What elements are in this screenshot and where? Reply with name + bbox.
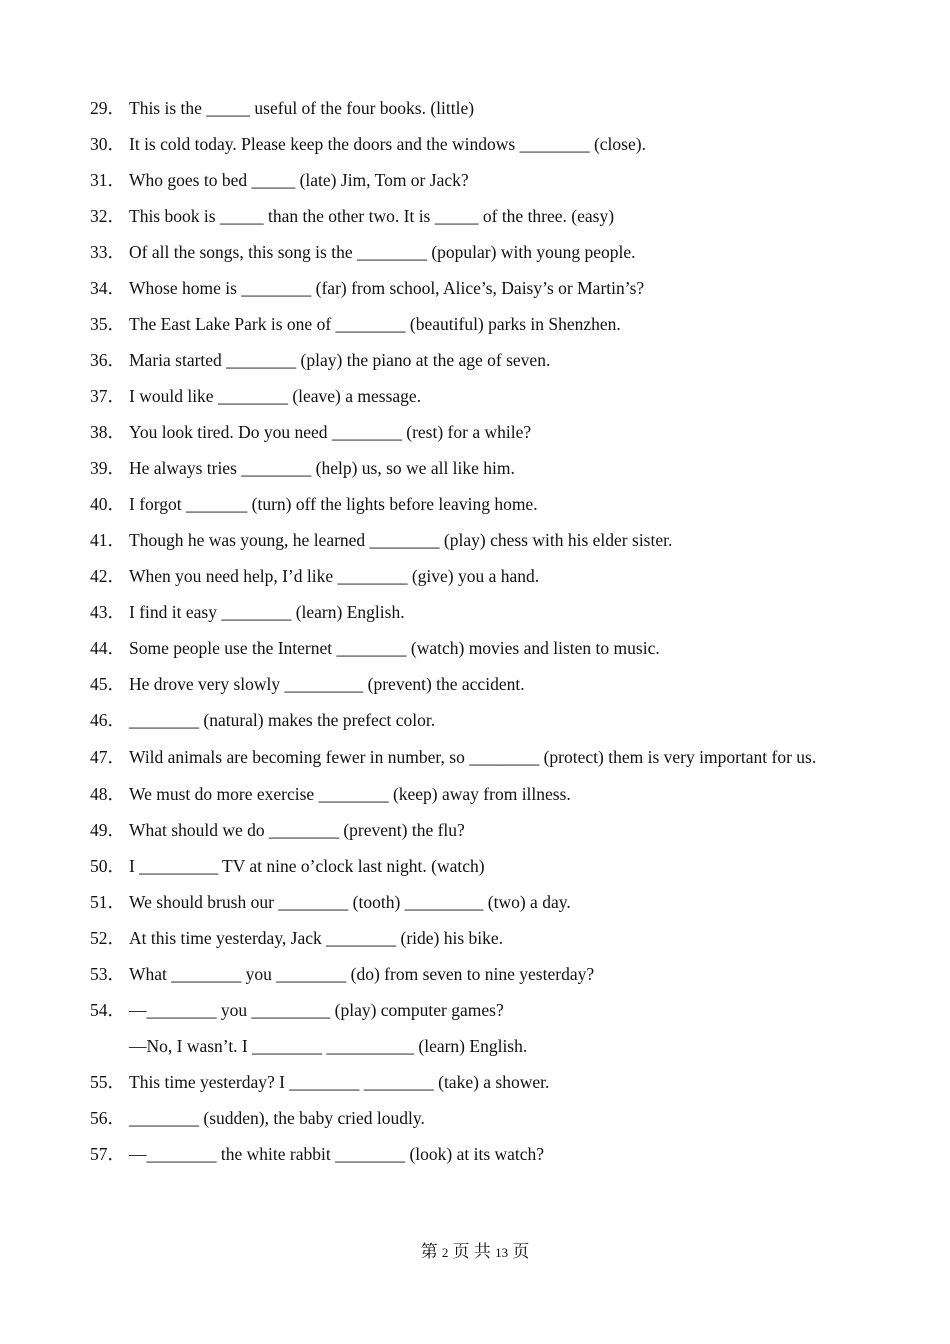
question-number: 30． bbox=[90, 134, 125, 154]
question-text: Maria started ________ (play) the piano at the age of seven. bbox=[129, 350, 551, 370]
question-text: Whose home is ________ (far) from school, Alice’s, Daisy’s or Martin’s? bbox=[129, 278, 645, 298]
question-number: 36． bbox=[90, 350, 125, 370]
question-text: —________ you _________ (play) computer games? bbox=[129, 1000, 504, 1020]
question-46 bbox=[90, 702, 870, 738]
question-57 bbox=[90, 1136, 870, 1172]
question-number: 48． bbox=[90, 784, 125, 804]
question-number: 29． bbox=[90, 98, 125, 118]
question-42 bbox=[90, 558, 870, 594]
question-text: You look tired. Do you need ________ (rest) for a while? bbox=[129, 422, 532, 442]
question-41 bbox=[90, 522, 870, 558]
question-30 bbox=[90, 126, 870, 162]
question-45 bbox=[90, 666, 870, 702]
question-number: 54． bbox=[90, 1000, 125, 1020]
question-37 bbox=[90, 378, 870, 414]
question-44 bbox=[90, 630, 870, 666]
footer-total-pages: 13 bbox=[495, 1245, 509, 1260]
question-number: 39． bbox=[90, 458, 125, 478]
question-number: 31． bbox=[90, 170, 125, 190]
footer-middle: 页 共 bbox=[452, 1242, 491, 1261]
question-35 bbox=[90, 306, 870, 342]
question-text: We should brush our ________ (tooth) _________ (two) a day. bbox=[129, 892, 571, 912]
question-33 bbox=[90, 234, 870, 270]
question-number: 46． bbox=[90, 710, 125, 730]
question-number: 43． bbox=[90, 602, 125, 622]
question-number: 42． bbox=[90, 566, 125, 586]
question-29 bbox=[90, 90, 870, 126]
question-number: 44． bbox=[90, 638, 125, 658]
question-number: 41． bbox=[90, 530, 125, 550]
question-55 bbox=[90, 1064, 870, 1100]
footer-suffix: 页 bbox=[512, 1242, 530, 1261]
question-number: 40． bbox=[90, 494, 125, 514]
question-52 bbox=[90, 920, 870, 956]
question-38 bbox=[90, 414, 870, 450]
question-number: 56． bbox=[90, 1108, 125, 1128]
question-number: 33． bbox=[90, 242, 125, 262]
question-text: I find it easy ________ (learn) English. bbox=[129, 602, 405, 622]
footer-page-number: 2 bbox=[441, 1245, 449, 1260]
question-54 bbox=[90, 992, 870, 1064]
question-text: Of all the songs, this song is the ________ (popular) with young people. bbox=[129, 242, 636, 262]
page-footer bbox=[0, 1238, 950, 1267]
question-text: At this time yesterday, Jack ________ (ride) his bike. bbox=[129, 928, 504, 948]
question-39 bbox=[90, 450, 870, 486]
question-text: Some people use the Internet ________ (watch) movies and listen to music. bbox=[129, 638, 660, 658]
question-text: This time yesterday? I ________ ________ (take) a shower. bbox=[129, 1072, 550, 1092]
question-number: 35． bbox=[90, 314, 125, 334]
question-number: 45． bbox=[90, 674, 125, 694]
question-text: —________ the white rabbit ________ (look) at its watch? bbox=[129, 1144, 545, 1164]
question-number: 38． bbox=[90, 422, 125, 442]
question-43 bbox=[90, 594, 870, 630]
question-number: 34． bbox=[90, 278, 125, 298]
question-47 bbox=[90, 738, 870, 776]
question-text: Though he was young, he learned ________ (play) chess with his elder sister. bbox=[129, 530, 673, 550]
question-number: 47． bbox=[90, 747, 125, 767]
question-51 bbox=[90, 884, 870, 920]
question-text: What should we do ________ (prevent) the flu? bbox=[129, 820, 465, 840]
question-text: I forgot _______ (turn) off the lights before leaving home. bbox=[129, 494, 538, 514]
question-36 bbox=[90, 342, 870, 378]
question-text: When you need help, I’d like ________ (give) you a hand. bbox=[129, 566, 540, 586]
question-text: What ________ you ________ (do) from seven to nine yesterday? bbox=[129, 964, 595, 984]
question-number: 32． bbox=[90, 206, 125, 226]
question-number: 57． bbox=[90, 1144, 125, 1164]
question-number: 51． bbox=[90, 892, 125, 912]
question-49 bbox=[90, 812, 870, 848]
question-40 bbox=[90, 486, 870, 522]
question-text: This is the _____ useful of the four books. (little) bbox=[129, 98, 475, 118]
question-50 bbox=[90, 848, 870, 884]
question-text: Wild animals are becoming fewer in number, so ________ (protect) them is very important for us. bbox=[129, 747, 817, 767]
question-number: 53． bbox=[90, 964, 125, 984]
question-32 bbox=[90, 198, 870, 234]
question-number: 37． bbox=[90, 386, 125, 406]
question-text: ________ (natural) makes the prefect color. bbox=[129, 710, 436, 730]
question-text: It is cold today. Please keep the doors and the windows ________ (close). bbox=[129, 134, 646, 154]
question-56 bbox=[90, 1100, 870, 1136]
question-answer-line: —No, I wasn’t. I ________ __________ (learn) English. bbox=[129, 1036, 528, 1056]
question-48 bbox=[90, 776, 870, 812]
footer-prefix: 第 bbox=[420, 1242, 438, 1261]
question-number: 52． bbox=[90, 928, 125, 948]
question-text: I _________ TV at nine o’clock last night. (watch) bbox=[129, 856, 485, 876]
question-53 bbox=[90, 956, 870, 992]
question-text: He drove very slowly _________ (prevent) the accident. bbox=[129, 674, 525, 694]
question-text: I would like ________ (leave) a message. bbox=[129, 386, 422, 406]
question-34 bbox=[90, 270, 870, 306]
question-number: 55． bbox=[90, 1072, 125, 1092]
question-number: 50． bbox=[90, 856, 125, 876]
question-list bbox=[90, 90, 870, 1172]
question-text: The East Lake Park is one of ________ (beautiful) parks in Shenzhen. bbox=[129, 314, 621, 334]
question-text: We must do more exercise ________ (keep) away from illness. bbox=[129, 784, 571, 804]
question-number: 49． bbox=[90, 820, 125, 840]
question-text: This book is _____ than the other two. It is _____ of the three. (easy) bbox=[129, 206, 615, 226]
question-text: He always tries ________ (help) us, so we all like him. bbox=[129, 458, 515, 478]
question-text: ________ (sudden), the baby cried loudly. bbox=[129, 1108, 425, 1128]
question-31 bbox=[90, 162, 870, 198]
question-text: Who goes to bed _____ (late) Jim, Tom or Jack? bbox=[129, 170, 469, 190]
